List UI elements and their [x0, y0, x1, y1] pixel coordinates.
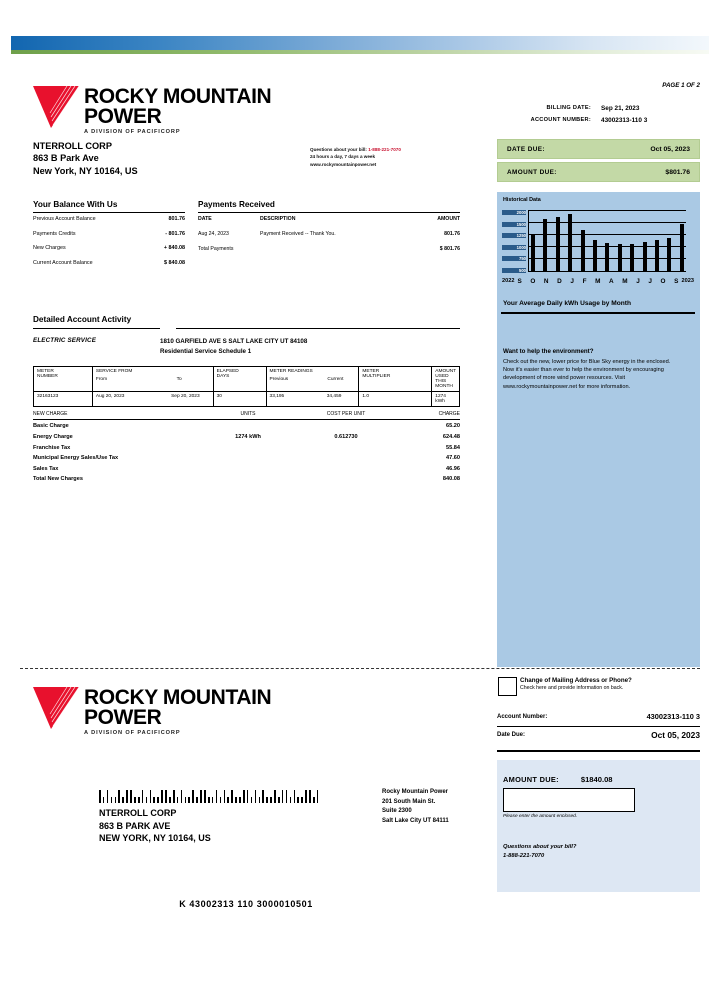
balance-row [33, 216, 185, 222]
barcode-bar [224, 790, 226, 803]
barcode-bar [157, 797, 159, 803]
barcode-bar [247, 790, 249, 803]
activity-title-rule-right [176, 328, 460, 329]
charges-header-charge: CHARGE [438, 411, 460, 417]
barcode-bar [262, 790, 264, 803]
charge-units [202, 423, 294, 429]
brand-name-line2: POWER [84, 706, 162, 729]
stub-questions-line2: 1-888-221-7070 [503, 853, 545, 859]
barcode-bar [173, 790, 175, 803]
stub-account-row [497, 712, 700, 721]
stub-amount-value: $1840.08 [580, 775, 613, 784]
barcode-bar [196, 797, 198, 803]
header-green-accent [11, 50, 709, 54]
stub-divider-2 [497, 750, 700, 752]
remit-line4: Salt Lake City UT 84111 [382, 817, 449, 824]
amount-enclosed-input[interactable] [503, 788, 635, 812]
chart-bar [680, 224, 684, 271]
barcode-bar [99, 790, 101, 803]
meter-amount-used-value: 1274 kWh [432, 392, 460, 407]
barcode-bar [313, 797, 315, 803]
charges-rows [33, 423, 460, 482]
environment-promo [503, 348, 683, 391]
charge-row [33, 423, 460, 429]
payments-header-date: DATE [198, 216, 212, 222]
balance-row [33, 260, 185, 266]
chart-bar [568, 214, 572, 271]
chart-bar [543, 219, 547, 271]
chart-bar [593, 240, 597, 271]
charges-header-rule [33, 419, 460, 420]
barcode-bar [204, 790, 206, 803]
average-usage-caption: Your Average Daily kWh Usage by Month [503, 300, 631, 307]
charges-header-units: UNITS [240, 411, 256, 417]
meter-col-readings: METER READINGS Previous Current [266, 367, 359, 392]
bill-meta [500, 105, 700, 129]
chart-bar [630, 244, 634, 271]
chart-x-tick: O [530, 277, 536, 285]
balance-title-rule [33, 212, 185, 213]
account-number-row [500, 117, 700, 124]
brand-logo-bottom [33, 687, 271, 736]
charge-row [33, 476, 460, 482]
questions-line2: 24 hours a day, 7 days a week [310, 154, 376, 160]
charge-row [33, 445, 460, 451]
brand-logo-top [33, 86, 271, 135]
stub-account-label: Account Number: [497, 713, 548, 720]
payment-row [198, 231, 460, 237]
lower-street: 863 B PARK AVE [99, 820, 171, 831]
meter-number-value: 32163123 [34, 392, 93, 407]
rocky-mountain-power-logo-icon [33, 687, 79, 729]
balance-row-label: Current Account Balance [33, 259, 93, 266]
amount-due-label: AMOUNT DUE: [507, 168, 557, 176]
date-due-value: Oct 05, 2023 [650, 145, 690, 153]
billing-date-label: BILLING DATE: [546, 105, 592, 111]
stub-account-value: 43002313-110 3 [646, 712, 700, 721]
charge-amount: 65.20 [446, 423, 460, 430]
barcode-bar [266, 797, 268, 803]
chart-year-end: 2023 [681, 278, 694, 284]
stub-questions-block [503, 843, 576, 861]
chart-bar [655, 240, 659, 271]
charge-name: Total New Charges [33, 476, 83, 483]
balance-row-amount: - 801.76 [165, 230, 185, 237]
barcode-bar [286, 790, 288, 803]
barcode-bar [274, 790, 276, 803]
meter-current-value: 34,459 [326, 394, 342, 399]
barcode-bar [294, 790, 296, 803]
charges-header-name: NEW CHARGE [33, 411, 68, 417]
payment-amount: 801.76 [444, 231, 460, 237]
barcode-bar [169, 797, 171, 803]
questions-line3: www.rockymountainpower.net [310, 161, 377, 167]
charge-name: Energy Charge [33, 433, 73, 440]
billing-date-row [500, 105, 700, 112]
chart-year-start: 2022 [502, 278, 515, 284]
chart-x-tick: D [557, 277, 562, 285]
barcode-bar [192, 790, 194, 803]
charge-amount: 47.60 [446, 455, 460, 462]
barcode-bar [216, 790, 218, 803]
change-of-address-checkbox[interactable] [498, 677, 517, 696]
barcode-bar [259, 797, 261, 803]
charge-amount: 46.96 [446, 465, 460, 472]
stub-questions-line1: Questions about your bill? [503, 844, 577, 850]
billing-date-value: Sep 21, 2023 [601, 105, 640, 112]
brand-tagline: A DIVISION OF PACIFICORP [84, 730, 181, 736]
chart-bar [556, 217, 560, 271]
customer-citystatezip: New York, NY 10164, US [33, 165, 138, 176]
payments-total-label: Total Payments [198, 246, 234, 252]
barcode-bar [239, 797, 241, 803]
lower-name: NTERROLL CORP [99, 808, 177, 818]
barcode-bar [153, 797, 155, 803]
barcode-bar [220, 797, 222, 803]
brand-name-line1: ROCKY MOUNTAIN [84, 85, 272, 108]
balance-row-label: New Charges [33, 245, 66, 252]
sidebar-divider [501, 312, 695, 314]
payment-date: Aug 24, 2023 [198, 231, 229, 237]
sidebar-panel [497, 192, 700, 667]
brand-name-line1: ROCKY MOUNTAIN [84, 686, 272, 709]
charge-units [202, 445, 294, 451]
barcode-bar [297, 797, 299, 803]
barcode-bar [251, 797, 253, 803]
questions-block [310, 146, 401, 168]
chart-y-tick: 2000 [502, 210, 526, 215]
barcode-bar [212, 797, 214, 803]
stub-divider-1 [497, 726, 700, 727]
barcode-bar [231, 790, 233, 803]
barcode-bar [270, 797, 272, 803]
barcode-bar [146, 797, 148, 803]
charge-row [33, 466, 460, 472]
payments-title: Payments Received [198, 200, 275, 209]
barcode-bar [130, 790, 132, 803]
barcode-bar [317, 790, 319, 803]
reference-number: K 43002313 110 3000010501 [179, 899, 313, 909]
charge-units [202, 455, 294, 461]
barcode-bar [235, 797, 237, 803]
balance-row [33, 245, 185, 251]
change-of-address-subtitle: Check here and provide information on back. [520, 685, 624, 691]
balance-row [33, 231, 185, 237]
service-address-block [160, 337, 307, 356]
questions-phone: 1-888-221-7070 [368, 147, 401, 152]
lower-address-block [99, 807, 211, 845]
rocky-mountain-power-logo-icon [33, 86, 79, 128]
meter-readings-values [266, 392, 359, 407]
chart-y-tick: 1250 [502, 233, 526, 238]
barcode-bar [290, 797, 292, 803]
amount-enclosed-note: Please enter the amount enclosed. [503, 814, 578, 819]
charge-cost-per-unit: 0.612730 [334, 433, 358, 440]
chart-x-tick: J [636, 277, 640, 285]
charge-cost-per-unit [294, 445, 398, 451]
chart-bar [618, 244, 622, 271]
meter-col-number: METER NUMBER [34, 367, 93, 392]
stub-date-row [497, 730, 700, 740]
barcode-bar [122, 797, 124, 803]
payments-total-amount: $ 801.76 [439, 246, 460, 252]
payment-description: Payment Received -- Thank You. [260, 231, 336, 237]
usage-bar-chart [502, 208, 694, 286]
barcode-bar [107, 790, 109, 803]
charges-table [33, 411, 460, 487]
barcode-bar [165, 790, 167, 803]
charge-units: 1274 kWh [235, 433, 261, 440]
barcode-bar [138, 797, 140, 803]
barcode-bar [282, 790, 284, 803]
barcode-bar [188, 797, 190, 803]
payments-header-amount: AMOUNT [437, 216, 460, 222]
barcode-bar [227, 797, 229, 803]
stub-amount-row [503, 775, 695, 784]
barcode-bar [177, 797, 179, 803]
barcode-bar [115, 797, 117, 803]
questions-line1 [310, 146, 401, 153]
balance-row-amount: $ 840.08 [164, 259, 185, 266]
amount-due-value: $801.76 [665, 168, 690, 176]
charge-cost-per-unit [294, 476, 398, 482]
chart-bar [581, 230, 585, 271]
chart-x-tick: M [622, 277, 628, 285]
meter-col-elapsed: ELAPSED DAYS [213, 367, 266, 392]
payments-title-rule [198, 212, 460, 213]
environment-body: Check out the new, lower price for Blue Sky energy in the enclosed. Now it's easier than ever to help the environment by encouraging development of more wind power resources. Visit www.rockymountainpower.net for more information. [503, 359, 671, 390]
chart-x-tick: O [660, 277, 666, 285]
charge-amount: 55.84 [446, 444, 460, 451]
charges-header-row [33, 411, 460, 419]
customer-name: NTERROLL CORP [33, 141, 112, 151]
payments-table [198, 216, 460, 261]
charges-header-cost: COST PER UNIT [326, 411, 366, 417]
meter-to-value: Sep 20, 2023 [171, 394, 200, 399]
balance-row-label: Previous Account Balance [33, 216, 96, 222]
barcode-bar [309, 790, 311, 803]
chart-x-tick: M [595, 277, 601, 285]
date-due-label: DATE DUE: [507, 145, 545, 153]
barcode-bar [185, 797, 187, 803]
chart-bar [643, 242, 647, 271]
balance-title: Your Balance With Us [33, 200, 118, 209]
chart-title: Historical Data [503, 197, 541, 203]
barcode-bar [255, 790, 257, 803]
meter-header-row [34, 367, 460, 392]
chart-bar [667, 238, 671, 271]
payments-header-row [198, 216, 460, 222]
service-address: 1810 GARFIELD AVE S SALT LAKE CITY UT 84108 [160, 338, 308, 345]
amount-due-box [497, 162, 700, 182]
remit-line3: Suite 2300 [382, 808, 412, 815]
chart-y-tick: 1500 [502, 222, 526, 227]
charge-name: Sales Tax [33, 465, 59, 472]
tear-off-divider [20, 668, 700, 669]
meter-col-service-from: SERVICE FROM From To [92, 367, 213, 392]
chart-x-tick: J [648, 277, 652, 285]
environment-heading: Want to help the environment? [503, 348, 594, 355]
meter-multiplier-value: 1.0 [359, 392, 432, 407]
meter-service-dates [92, 392, 213, 407]
meter-reading-table [33, 366, 460, 407]
account-number-label: ACCOUNT NUMBER: [530, 117, 592, 123]
customer-address-block [33, 140, 138, 177]
chart-y-tick: 500 [502, 268, 526, 273]
chart-y-tick: 750 [502, 256, 526, 261]
stub-date-value: Oct 05, 2023 [651, 730, 700, 740]
chart-y-tick: 1000 [502, 245, 526, 250]
barcode-bar [118, 790, 120, 803]
customer-street: 863 B Park Ave [33, 153, 99, 164]
lower-citystatezip: NEW YORK, NY 10164, US [99, 833, 211, 844]
chart-x-tick: A [609, 277, 614, 285]
meter-col-multiplier: METER MULTIPLIER [359, 367, 432, 392]
barcode-bar [200, 790, 202, 803]
chart-month-labels [514, 278, 681, 285]
stub-date-label: Date Due: [497, 732, 526, 738]
account-number-value: 43002313-110 3 [601, 117, 648, 124]
barcode-bar [126, 790, 128, 803]
balance-row-label: Payments Credits [33, 230, 76, 237]
barcode-bar [161, 790, 163, 803]
chart-x-axis [502, 275, 694, 287]
chart-bar [531, 234, 535, 271]
chart-x-tick: J [570, 277, 574, 285]
meter-from-value: Aug 20, 2023 [95, 394, 125, 399]
chart-plot-area [528, 210, 686, 272]
charge-row [33, 455, 460, 461]
charge-cost-per-unit [294, 466, 398, 472]
charge-amount: 624.48 [442, 433, 460, 440]
balance-table [33, 216, 185, 274]
activity-title-rule-left [33, 328, 160, 329]
chart-bars [531, 210, 684, 271]
header-gradient-band [11, 36, 709, 50]
stub-amount-label: AMOUNT DUE: [503, 775, 559, 784]
charge-amount: 840.08 [442, 476, 460, 483]
brand-wordmark [84, 687, 271, 736]
activity-title: Detailed Account Activity [33, 315, 132, 324]
barcode-bar [142, 790, 144, 803]
charge-row [33, 434, 460, 440]
barcode-bar [111, 797, 113, 803]
balance-row-amount: + 840.08 [163, 245, 185, 252]
chart-x-tick: F [582, 277, 587, 285]
payments-total-row [198, 246, 460, 252]
barcode-bar [134, 797, 136, 803]
barcode-bar [305, 790, 307, 803]
remittance-address-block [382, 788, 449, 826]
postal-barcode [99, 790, 321, 803]
charge-name: Basic Charge [33, 423, 69, 430]
barcode-bar [181, 790, 183, 803]
charge-name: Franchise Tax [33, 444, 71, 451]
charge-units [202, 466, 294, 472]
change-of-address-title: Change of Mailing Address or Phone? [520, 677, 632, 684]
chart-x-tick: N [543, 277, 549, 285]
meter-previous-value: 33,195 [269, 394, 285, 399]
chart-x-tick: S [674, 277, 679, 285]
barcode-bar [243, 790, 245, 803]
barcode-bar [150, 790, 152, 803]
chart-x-tick: S [517, 277, 522, 285]
barcode-bar [208, 797, 210, 803]
meter-col-amount-used: AMOUNT USED THIS MONTH [432, 367, 460, 392]
questions-prefix: Questions about your bill: [310, 147, 369, 152]
charge-units [202, 476, 294, 482]
brand-wordmark [84, 86, 271, 135]
service-schedule: Residential Service Schedule 1 [160, 347, 252, 355]
remit-line2: 201 South Main St. [382, 798, 436, 805]
page-of-label: PAGE 1 OF 2 [662, 82, 700, 89]
barcode-bar [278, 797, 280, 803]
charge-name: Municipal Energy Sales/Use Tax [33, 455, 119, 462]
payments-rows [198, 231, 460, 237]
brand-tagline: A DIVISION OF PACIFICORP [84, 129, 181, 135]
chart-bar [605, 243, 609, 271]
balance-row-amount: 801.76 [168, 216, 185, 222]
payments-header-description: DESCRIPTION [260, 216, 296, 222]
date-due-box [497, 139, 700, 159]
barcode-bar [301, 797, 303, 803]
barcode-bar [103, 797, 105, 803]
service-type: ELECTRIC SERVICE [33, 337, 97, 344]
remit-line1: Rocky Mountain Power [382, 789, 449, 795]
meter-data-row [34, 392, 460, 407]
charge-cost-per-unit [294, 455, 398, 461]
meter-elapsed-value: 30 [213, 392, 266, 407]
charge-cost-per-unit [294, 423, 398, 429]
brand-name-line2: POWER [84, 105, 162, 128]
